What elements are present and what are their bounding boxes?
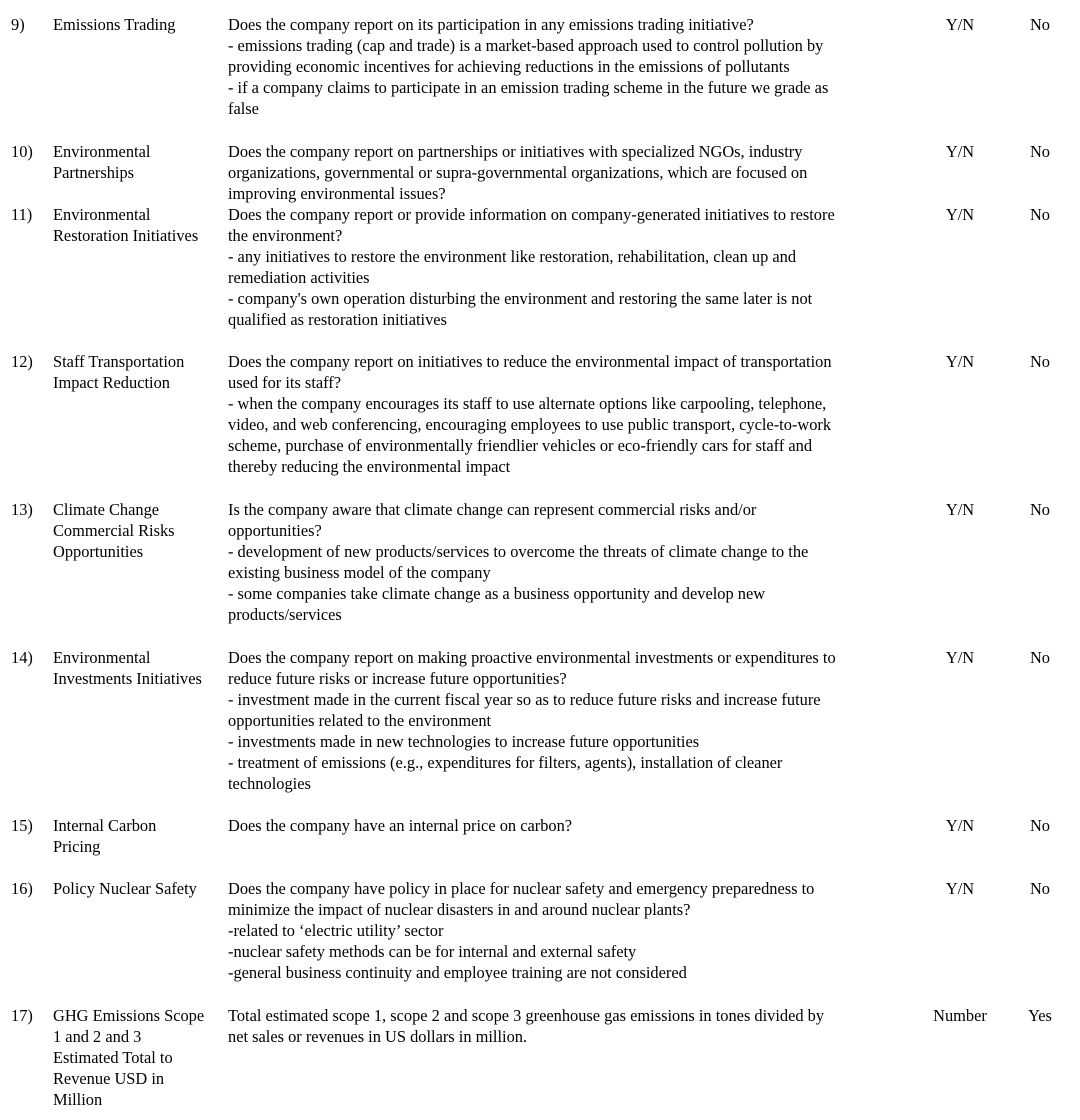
description-line: -general business continuity and employee training are not considered (228, 963, 687, 982)
description-line: technologies (228, 774, 311, 793)
description-line: organizations, governmental or supra-governmental organizations, which are focused on (228, 163, 808, 182)
indicator-name-line: Commercial Risks (53, 521, 175, 540)
answer-value: No (1029, 205, 1051, 224)
description-line: Does the company report on making proactive environmental investments or expenditures to (228, 648, 836, 667)
description-line: Does the company have an internal price on carbon? (228, 816, 573, 835)
indicator-name (53, 499, 229, 562)
description-line: opportunities related to the environment (228, 711, 492, 730)
indicator-name-line: Million (53, 1090, 103, 1109)
indicator-name-line: Policy Nuclear Safety (53, 879, 197, 898)
data-type: Y/N (945, 879, 975, 898)
indicator-name-line: Internal Carbon (53, 816, 157, 835)
description-line: - investments made in new technologies to increase future opportunities (228, 732, 700, 751)
data-type: Y/N (945, 816, 975, 835)
description-line: remediation activities (228, 268, 370, 287)
description-line: the environment? (228, 226, 343, 245)
indicator-name (53, 1005, 229, 1110)
indicator-name-line: Environmental (53, 142, 151, 161)
indicator-name-line: Climate Change (53, 500, 160, 519)
row-number: 12) (11, 352, 33, 371)
indicator-name (53, 351, 229, 393)
description-line: scheme, purchase of environmentally friendlier vehicles or eco-friendly cars for staff and (228, 436, 813, 455)
description-line: Does the company report on partnerships or initiatives with specialized NGOs, industry (228, 142, 803, 161)
answer-value: No (1029, 500, 1051, 519)
indicator-description (228, 141, 918, 204)
answer-value: No (1029, 352, 1051, 371)
description-line: reduce future risks or increase future opportunities? (228, 669, 567, 688)
description-line: false (228, 99, 259, 118)
data-type: Y/N (945, 648, 975, 667)
description-line: thereby reducing the environmental impact (228, 457, 511, 476)
description-line: providing economic incentives for achieving reductions in the emissions of pollutants (228, 57, 790, 76)
row-number: 13) (11, 500, 33, 519)
row-number: 14) (11, 648, 33, 667)
row-number: 9) (11, 15, 25, 34)
description-line: products/services (228, 605, 342, 624)
indicator-name (53, 878, 229, 899)
data-type: Y/N (945, 205, 975, 224)
indicator-description (228, 1005, 918, 1047)
indicator-name-line: 1 and 2 and 3 (53, 1027, 142, 1046)
description-line: used for its staff? (228, 373, 342, 392)
indicator-name-line: Pricing (53, 837, 101, 856)
description-line: - emissions trading (cap and trade) is a market-based approach used to control pollution by (228, 36, 824, 55)
description-line: Total estimated scope 1, scope 2 and scope 3 greenhouse gas emissions in tones divided by (228, 1006, 825, 1025)
data-type: Y/N (945, 352, 975, 371)
row-number: 16) (11, 879, 33, 898)
row-number: 10) (11, 142, 33, 161)
indicator-name-line: Restoration Initiatives (53, 226, 199, 245)
data-type: Number (933, 1006, 987, 1025)
indicator-name-line: Environmental (53, 205, 151, 224)
description-line: - some companies take climate change as a business opportunity and develop new (228, 584, 766, 603)
answer-value: No (1029, 15, 1051, 34)
indicator-name-line: Partnerships (53, 163, 135, 182)
description-line: -nuclear safety methods can be for internal and external safety (228, 942, 637, 961)
indicator-description (228, 14, 918, 119)
description-line: - investment made in the current fiscal year so as to reduce future risks and increase future (228, 690, 821, 709)
answer-value: No (1029, 816, 1051, 835)
indicator-description (228, 351, 918, 477)
answer-value: No (1029, 142, 1051, 161)
description-line: qualified as restoration initiatives (228, 310, 447, 329)
indicator-name-line: Estimated Total to (53, 1048, 173, 1067)
indicator-name (53, 141, 229, 183)
description-line: - treatment of emissions (e.g., expenditures for filters, agents), installation of cleaner (228, 753, 783, 772)
indicator-description (228, 647, 918, 794)
row-number: 15) (11, 816, 33, 835)
indicator-description (228, 878, 918, 983)
indicator-name-line: GHG Emissions Scope (53, 1006, 205, 1025)
indicator-name (53, 204, 229, 246)
indicator-name (53, 14, 229, 35)
description-line: minimize the impact of nuclear disasters in and around nuclear plants? (228, 900, 691, 919)
description-line: - when the company encourages its staff to use alternate options like carpooling, telephone, (228, 394, 827, 413)
description-line: Does the company report on its participation in any emissions trading initiative? (228, 15, 754, 34)
description-line: Does the company have policy in place for nuclear safety and emergency preparedness to (228, 879, 815, 898)
description-line: video, and web conferencing, encouraging employees to use public transport, cycle-to-work (228, 415, 832, 434)
description-line: - company's own operation disturbing the environment and restoring the same later is not (228, 289, 813, 308)
indicator-description (228, 204, 918, 330)
description-line: - if a company claims to participate in an emission trading scheme in the future we grade as (228, 78, 829, 97)
data-type: Y/N (945, 142, 975, 161)
answer-value: Yes (1028, 1006, 1052, 1025)
description-line: improving environmental issues? (228, 184, 446, 203)
answer-value: No (1029, 648, 1051, 667)
description-line: - development of new products/services to overcome the threats of climate change to the (228, 542, 809, 561)
indicator-name (53, 647, 229, 689)
indicator-name-line: Revenue USD in (53, 1069, 165, 1088)
description-line: Does the company report or provide information on company-generated initiatives to restore (228, 205, 835, 224)
indicator-name-line: Investments Initiatives (53, 669, 202, 688)
indicator-name-line: Impact Reduction (53, 373, 170, 392)
row-number: 17) (11, 1006, 33, 1025)
indicator-name-line: Opportunities (53, 542, 144, 561)
description-line: opportunities? (228, 521, 322, 540)
answer-value: No (1029, 879, 1051, 898)
description-line: Does the company report on initiatives to reduce the environmental impact of transportation (228, 352, 832, 371)
description-line: existing business model of the company (228, 563, 491, 582)
indicator-description (228, 499, 918, 625)
data-type: Y/N (945, 15, 975, 34)
description-line: Is the company aware that climate change can represent commercial risks and/or (228, 500, 757, 519)
row-number: 11) (11, 205, 33, 224)
description-line: -related to ‘electric utility’ sector (228, 921, 444, 940)
indicator-name-line: Emissions Trading (53, 15, 176, 34)
description-line: - any initiatives to restore the environment like restoration, rehabilitation, clean up and (228, 247, 797, 266)
indicator-name-line: Staff Transportation (53, 352, 185, 371)
indicator-name (53, 815, 229, 857)
indicator-name-line: Environmental (53, 648, 151, 667)
description-line: net sales or revenues in US dollars in million. (228, 1027, 528, 1046)
data-type: Y/N (945, 500, 975, 519)
indicator-description (228, 815, 918, 836)
